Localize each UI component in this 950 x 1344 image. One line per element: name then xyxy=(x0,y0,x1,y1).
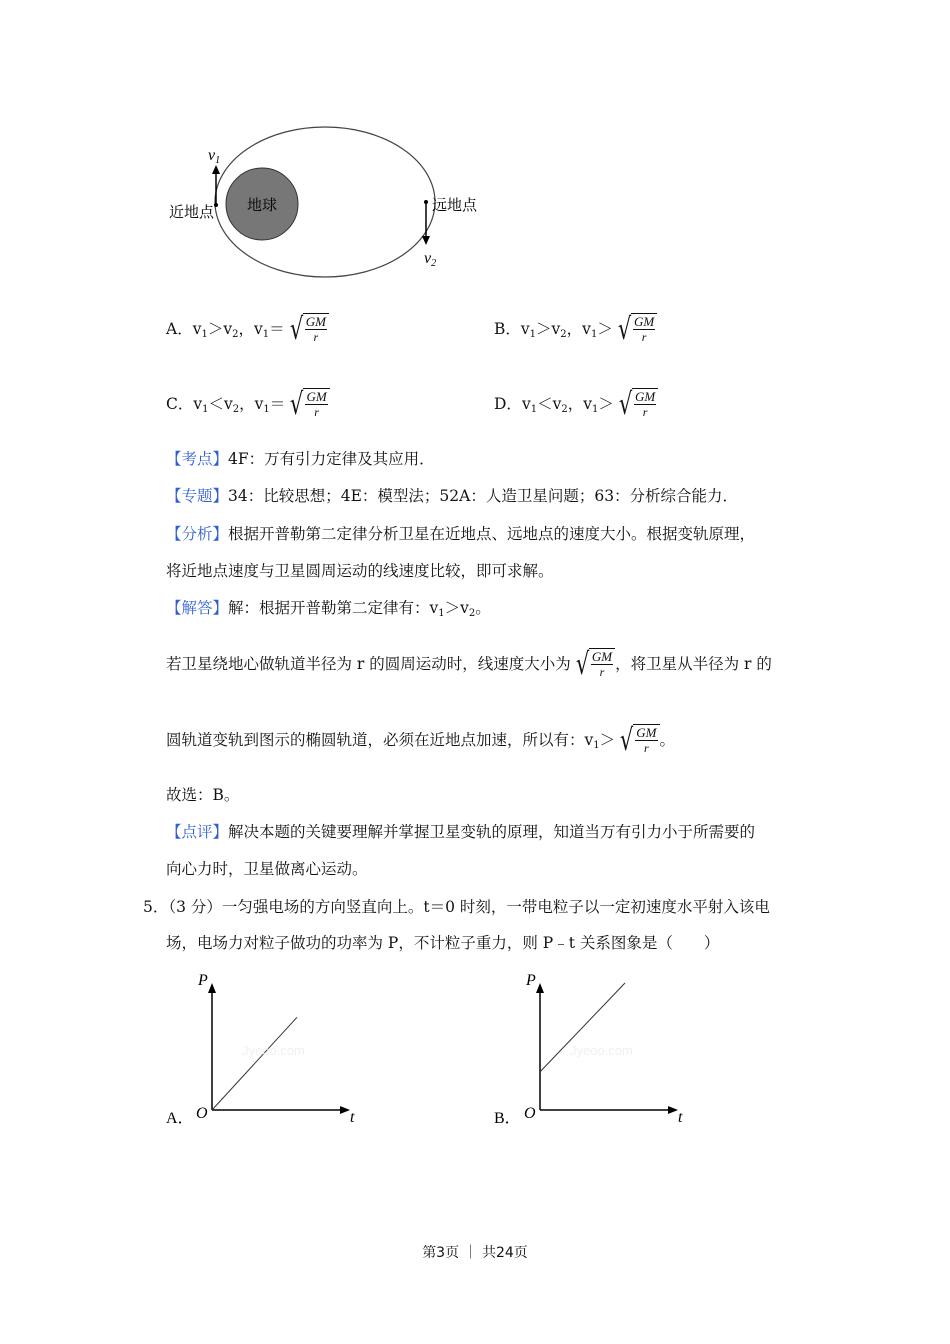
x-axis-label: t xyxy=(350,1109,355,1126)
svg-text:v1: v1 xyxy=(208,147,221,166)
fenxi: 【分析】根据开普勒第二定律分析卫星在近地点、远地点的速度大小。根据变轨原理， xyxy=(166,525,756,543)
question-5: 5．（3 分）一匀强电场的方向竖直向上。t＝0 时刻，一带电粒子以一定初速度水平射入该电 xyxy=(143,898,770,916)
sqrt-gm-over-r: √ $\frac{GM}{r}$ xyxy=(287,385,329,425)
option-b: B．$v_1>v_2$，$v_1>$ √ $\frac{GM}{r}$ xyxy=(494,310,657,350)
v2-arrow xyxy=(422,236,430,245)
x-axis-arrow xyxy=(340,1106,350,1114)
v1-arrow xyxy=(212,165,220,174)
option-d: D．$v_1<v_2$，$v_1>$ √ $\frac{GM}{r}$ xyxy=(494,385,658,425)
origin-label: O xyxy=(524,1105,536,1122)
sqrt-gm-over-r: √ $\frac{GM}{r}$ xyxy=(616,385,658,425)
y-axis-label: P xyxy=(526,972,536,989)
graph-option-letter: B． xyxy=(494,1110,521,1127)
orbit-diagram xyxy=(160,120,490,280)
earth-label: 地球 xyxy=(246,196,278,214)
y-axis-arrow xyxy=(208,983,216,993)
document-page: 地球 v1 v2 近地点 远地点 A．$v_1>v_2$，$v_1=$ √ $\frac{GM}{r}$ B．$v_1>v_2$，$v_1>$ √ $\frac{GM}{r}$ C．$v_1<v_2$，$v_1=$ √ $\frac{GM}{r}$ D．$v_1<v_2$，$v_1>$ √ $\frac{GM}{r}$ 【考点】4F：万有引力定律及其应用． 【专题】34：比较思想；4E：模型法；52A：人造卫星问题；63：分析综合能力． 【分析】根据开普勒第二定律分析卫星在近地点、远地点的速度大小。根据变轨原理， 将近地点速度与卫星圆周运动的线速度比较，即可求解。 【解答】解：根据开普勒第二定律有：$v_1>v_2$。 若卫星绕地心做轨道半径为 r 的圆周运动时，线速度大小为 √ $\frac{GM}{r}$ ，将卫星从半径为 r 的 圆轨道变轨到图示的椭圆轨道，必须在近地点加速，所以有：$v_1>$ √ $\frac{GM}{r}$ 。 故选：B。 【点评】解决本题的关键要理解并掌握卫星变轨的原理，知道当万有引力小于所需要的 向心力时，卫星做离心运动。 5．（3 分）一匀强电场的方向竖直向上。t＝0 时刻，一带电粒子以一定初速度水平射入该电 场，电场力对粒子做功的功率为 P，不计粒子重力，则 P﹣t 关系图象是（ ） Jyeoo.com P t O A． Jyeoo.com P t O B． 第3页 ｜ 共24页 xyxy=(0,0,950,1344)
apogee-label: 远地点 xyxy=(432,196,478,214)
watermark: Jyeoo.com xyxy=(242,1043,305,1058)
kaodian: 【考点】4F：万有引力定律及其应用． xyxy=(166,450,435,468)
p-t-line xyxy=(212,1017,297,1110)
option-c: C．$v_1<v_2$，$v_1=$ √ $\frac{GM}{r}$ xyxy=(166,385,330,425)
x-axis-arrow xyxy=(668,1106,678,1114)
y-axis-arrow xyxy=(536,983,544,993)
perigee-label: 近地点 xyxy=(169,203,215,221)
origin-label: O xyxy=(196,1105,208,1122)
answer: 故选：B。 xyxy=(166,786,240,804)
svg-text:v2: v2 xyxy=(424,250,437,269)
sqrt-gm-over-r: √ $\frac{GM}{r}$ xyxy=(573,645,615,685)
jieda: 【解答】解：根据开普勒第二定律有：$v_1>v_2$。 xyxy=(166,599,491,619)
graph-a xyxy=(160,965,380,1135)
option-a: A．$v_1>v_2$，$v_1=$ √ $\frac{GM}{r}$ xyxy=(166,310,329,350)
graph-option-letter: A． xyxy=(166,1110,194,1127)
sqrt-gm-over-r: √ $\frac{GM}{r}$ xyxy=(287,310,329,350)
zhuanti: 【专题】34：比较思想；4E：模型法；52A：人造卫星问题；63：分析综合能力． xyxy=(166,487,739,505)
p-t-line xyxy=(540,983,625,1072)
watermark: Jyeoo.com xyxy=(570,1043,633,1058)
x-axis-label: t xyxy=(678,1109,683,1126)
dianping: 【点评】解决本题的关键要理解并掌握卫星变轨的原理，知道当万有引力小于所需要的 xyxy=(166,823,756,841)
graph-b xyxy=(488,965,708,1135)
y-axis-label: P xyxy=(198,972,208,989)
page-footer: 第3页 ｜ 共24页 xyxy=(422,1245,528,1261)
sqrt-gm-over-r: √ $\frac{GM}{r}$ xyxy=(615,310,657,350)
sqrt-gm-over-r: √ $\frac{GM}{r}$ xyxy=(617,721,659,761)
